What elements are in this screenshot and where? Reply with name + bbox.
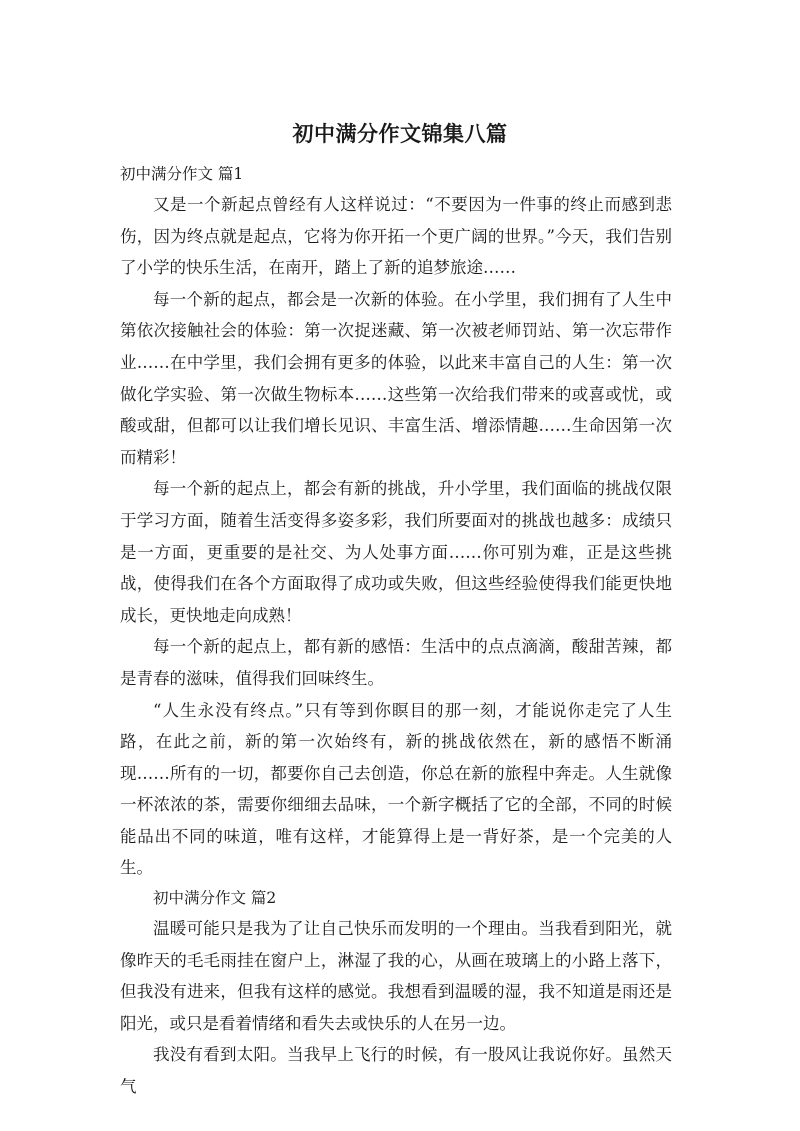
paragraph: “人生永没有终点。”只有等到你瞑目的那一刻，才能说你走完了人生路，在此之前，新的第一次始终有，新的挑战依然在，新的感悟不断涌现……所有的一切，都要你自己去创造，你总在新的旅程中奔走。人生就像一杯浓浓的茶，需要你细细去品味，一个新字概括了它的全部，不同的时候能品出不同的味道，唯有这样，才能算得上是一背好茶，是一个完美的人生。 <box>120 700 672 878</box>
paragraph: 每一个新的起点，都会是一次新的体验。在小学里，我们拥有了人生中第依次接触社会的体验：第一次捉迷藏、第一次被老师罚站、第一次忘带作业……在中学里，我们会拥有更多的体验，以此来丰富自己的人生：第一次做化学实验、第一次做生物标本……这些第一次给我们带来的或喜或忧，或酸或甜，但都可以让我们增长见识、丰富生活、增添情趣……生命因第一次而精彩！ <box>120 289 672 467</box>
section-heading-1: 初中满分作文 篇1 <box>120 165 244 183</box>
section-heading-2: 初中满分作文 篇2 <box>153 889 277 908</box>
paragraph: 又是一个新起点曾经有人这样说过：“不要因为一件事的终止而感到悲伤，因为终点就是起点，它将为你开拓一个更广阔的世界。”今天，我们告别了小学的快乐生活，在南开，踏上了新的追梦旅途…… <box>120 195 672 278</box>
paragraph: 每一个新的起点上，都会有新的挑战，升小学里，我们面临的挑战仅限于学习方面，随着生活变得多姿多彩，我们所要面对的挑战也越多：成绩只是一方面，更重要的是社交、为人处事方面……你可别为难，正是这些挑战，使得我们在各个方面取得了成功或失败，但这些经验使得我们能更快地成长，更快地走向成熟！ <box>120 479 672 625</box>
paragraph: 温暖可能只是我为了让自己快乐而发明的一个理由。当我看到阳光，就像昨天的毛毛雨挂在窗户上，淋湿了我的心，从画在玻璃上的小路上落下，但我没有进来，但我有这样的感觉。我想看到温暖的湿，我不知道是雨还是阳光，或只是看着情绪和看失去或快乐的人在另一边。 <box>120 919 672 1033</box>
document-title: 初中满分作文锦集八篇 <box>292 122 508 146</box>
paragraph: 每一个新的起点上，都有新的感悟：生活中的点点滴滴，酸甜苦辣，都是青春的滋味，值得我们回味终生。 <box>120 637 672 688</box>
paragraph: 我没有看到太阳。当我早上飞行的时候，有一股风让我说你好。虽然天气 <box>120 1045 672 1097</box>
document-body <box>120 160 672 1103</box>
